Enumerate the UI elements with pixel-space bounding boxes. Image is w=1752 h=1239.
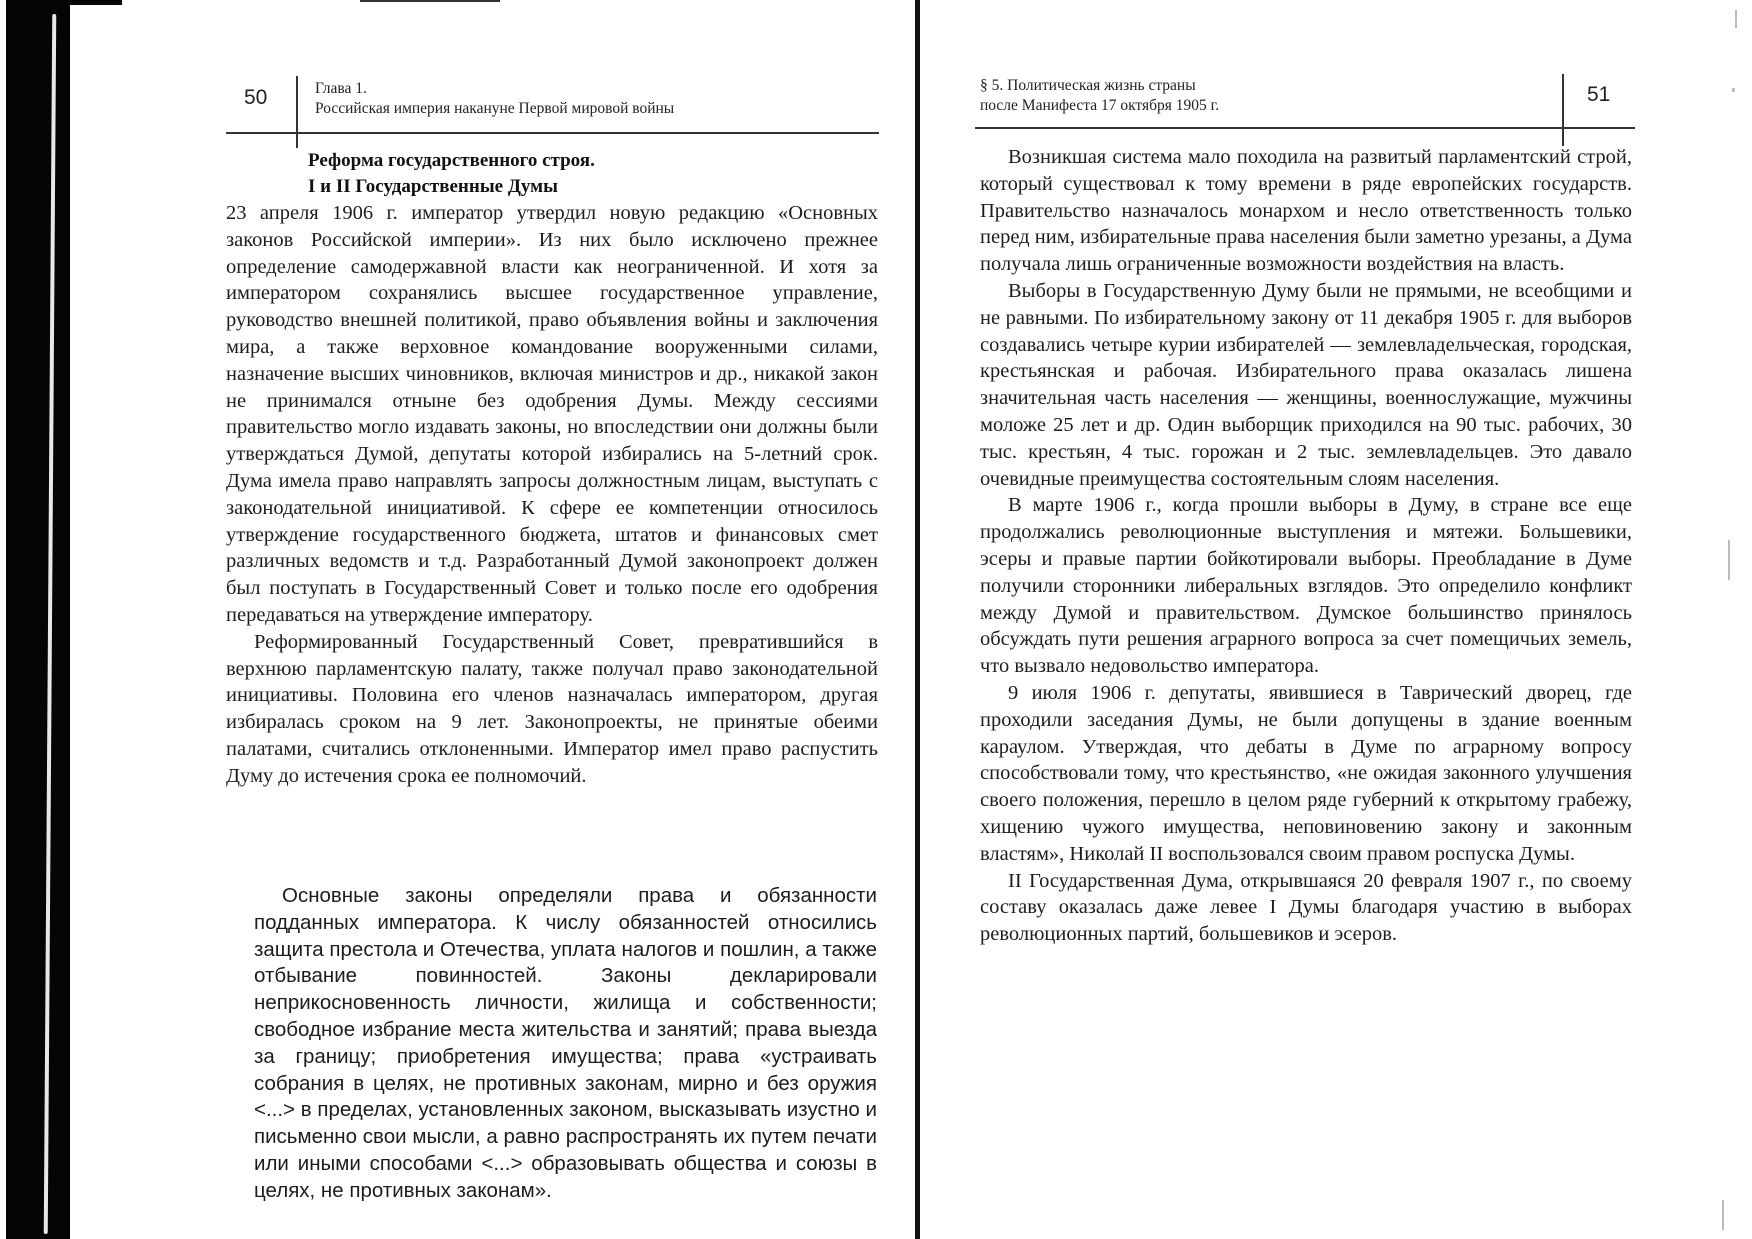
paragraph: 23 апреля 1906 г. император утвердил новую редакцию «Основных законов Российской империи». Из них было исключено прежнее определение самодержавной власти как неограниченной. И хотя за императором сохранялись высшее государственное управление, руководство внешней политикой, право объявления войны и заключения мира, а также верховное командование вооруженными силами, назначение высших чиновников, включая министров и др., никакой закон не принимался отныне без одобрения Думы. Между сессиями правительство могло издавать законы, но впоследствии они должны были утверждаться Думой, депутаты которой избирались на 5-летний срок. Дума имела право направлять запросы должностным лицам, выступать с законодательной инициативой. К сфере ее компетенции относилось утверждение государственного бюджета, штатов и финансовых смет различных ведомств и т.д. Разработанный Думой законопроект должен был поступать в Государственный Совет и только после его одобрения передаваться на утверждение императору. bbox=[226, 202, 878, 626]
paragraph: II Государственная Дума, открывшаяся 20 февраля 1907 г., по своему составу оказалась даже левее I Думы благодаря участию в выборах революционных партий, большевиков и эсеров. bbox=[980, 869, 1632, 946]
page-number: 51 bbox=[1587, 83, 1611, 106]
running-head-chapter: Глава 1. bbox=[315, 80, 367, 97]
scan-speck bbox=[1722, 1200, 1724, 1230]
book-gutter bbox=[915, 0, 920, 1239]
scan-top-line bbox=[360, 0, 500, 2]
paragraph: 9 июля 1906 г. депутаты, явившиеся в Таврический дворец, где проходили заседания Думы, не были допущены в здание военным караулом. Утверждая, что дебаты в Думе по аграрному вопросу способствовали тому, что крестьянство, «не ожидая законного улучшения своего положения, перешло в целом ряде губерний к открытому грабежу, хищению чужого имущества, неповиновению закону и законным властям», Николай II воспользовался своим правом роспуска Думы. bbox=[980, 681, 1632, 865]
scan-speck bbox=[1735, 10, 1737, 28]
right-body bbox=[980, 144, 1632, 948]
scan-edge-tab bbox=[70, 0, 122, 5]
section-title-line: I и II Государственные Думы bbox=[308, 176, 558, 197]
paragraph: Реформированный Государственный Совет, превратившийся в верхнюю парламентскую палату, также получал право законодательной инициативы. Половина его членов назначалась императором, другая избиралась сроком на 9 лет. Законопроекты, не принятые обеими палатами, считались отклоненными. Император имел право распустить Думу до истечения срока ее полномочий. bbox=[226, 630, 878, 787]
paragraph: Выборы в Государственную Думу были не прямыми, не всеобщими и не равными. По избирательному закону от 11 декабря 1905 г. для выборов создавались четыре курии избирателей — землевладельческая, городская, крестьянская и рабочая. Избирательного права оказалась лишена значительная часть населения — женщины, военнослужащие, мужчины моложе 25 лет и др. Один выборщик приходился на 90 тыс. рабочих, 30 тыс. крестьян, 4 тыс. горожан и 2 тыс. землевладельцев. Это давало очевидные преимущества состоятельным слоям населения. bbox=[980, 279, 1632, 490]
scan-speck bbox=[1728, 540, 1730, 580]
running-head-divider bbox=[1562, 74, 1564, 146]
running-head-rule bbox=[975, 127, 1635, 129]
paragraph: В марте 1906 г., когда прошли выборы в Думу, в стране все еще продолжались революционные выступления и мятежи. Большевики, эсеры и правые партии бойкотировали выборы. Преобладание в Думе получили сторонники либеральных взглядов. Это определило конфликт между Думой и правительством. Думское большинство принялось обсуждать пути решения аграрного вопроса за счет помещичьих земель, что вызвало недовольство императора. bbox=[980, 494, 1632, 678]
running-head bbox=[980, 76, 1219, 116]
section-title-line: Реформа государственного строя. bbox=[308, 150, 595, 171]
section-title bbox=[308, 148, 878, 200]
page-number: 50 bbox=[244, 86, 268, 109]
scan-crease bbox=[44, 14, 57, 1234]
running-head-section: § 5. Политическая жизнь страны bbox=[980, 77, 1196, 94]
running-head-title: после Манифеста 17 октября 1905 г. bbox=[980, 97, 1220, 114]
running-head-title: Российская империя накануне Первой мировой войны bbox=[315, 100, 675, 117]
paragraph: Возникшая система мало походила на развитый парламентский строй, который существовал к тому времени в ряде европейских государств. Правительство назначалось монархом и несло ответственность только перед ним, избирательные права населения были заметно урезаны, а Дума получала лишь ограниченные возможности воздействия на власть. bbox=[980, 146, 1632, 276]
sidebar-note: Основные законы определяли права и обязанности подданных императора. К числу обязанностей относились защита престола и Отечества, уплата налогов и пошлин, а также отбывание повинностей. Законы декларировали неприкосновенность личности, жилища и собственности; свободное избрание места жительства и занятий; права выезда за границу; приобретения имущества; права «устраивать собрания в целях, не противных законам, мирно и без оружия <...> в пределах, установленных законом, высказывать изустно и письменно свои мысли, а равно распространять их путем печати или иными способами <...> образовывать общества и союзы в целях, не противных законам». bbox=[254, 884, 877, 1202]
scan-dark-edge bbox=[6, 0, 70, 1239]
sidebar-note-block bbox=[254, 883, 877, 1205]
running-head bbox=[315, 79, 674, 119]
scan-speck bbox=[1732, 88, 1735, 92]
running-head-divider bbox=[296, 76, 298, 148]
running-head-rule bbox=[226, 132, 879, 134]
left-body bbox=[226, 148, 878, 790]
